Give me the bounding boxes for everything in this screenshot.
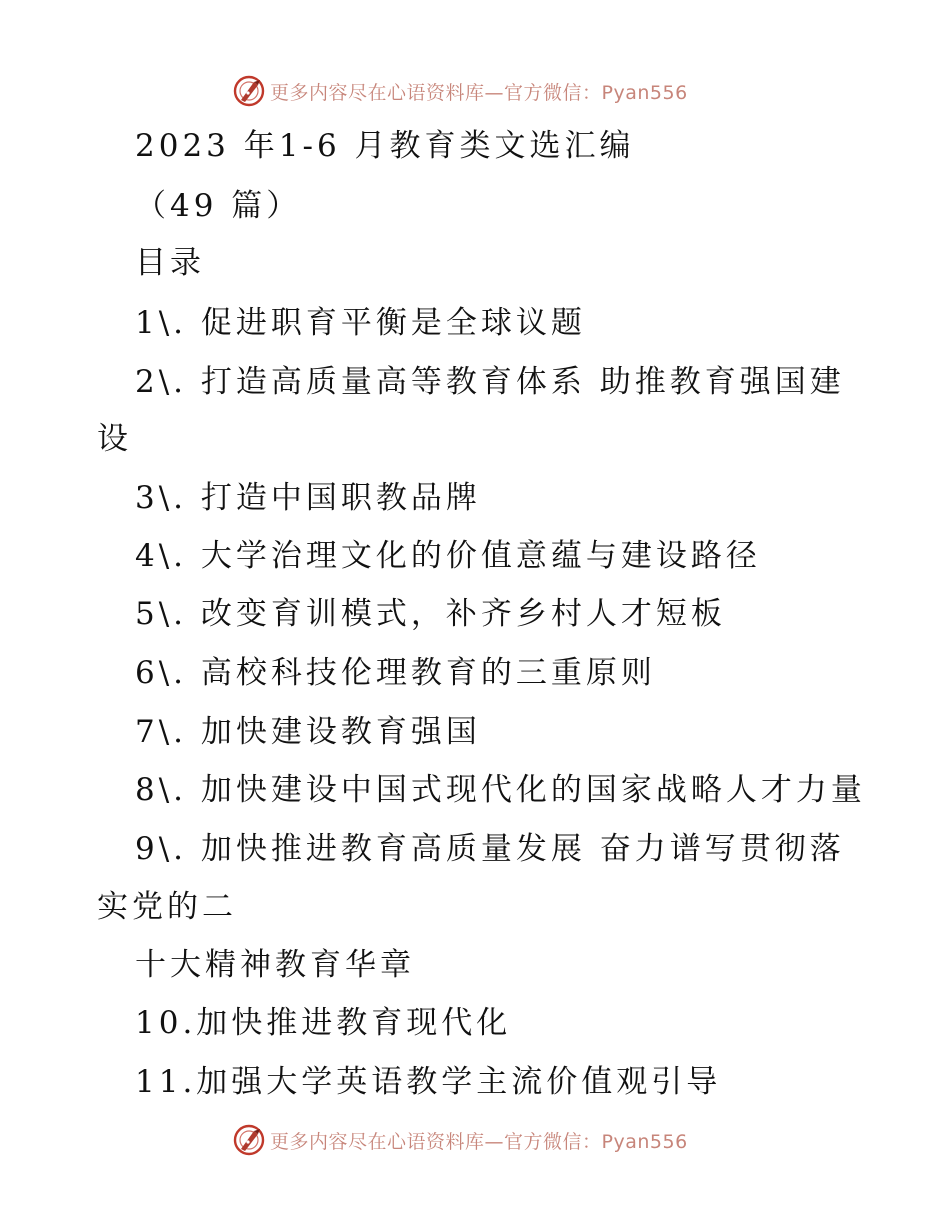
article-count: （49 篇） bbox=[135, 188, 302, 224]
watermark-text: 更多内容尽在心语资料库—官方微信：Pyan556 bbox=[270, 81, 688, 104]
toc-entry: 4\. 大学治理文化的价值意蕴与建设路径 bbox=[135, 538, 761, 574]
toc-entry: 10.加快推进教育现代化 bbox=[135, 1005, 512, 1041]
toc-entry: 7\. 加快建设教育强国 bbox=[135, 714, 481, 750]
document-title: 2023 年1-6 月教育类文选汇编 bbox=[135, 128, 635, 164]
watermark-text: 更多内容尽在心语资料库—官方微信：Pyan556 bbox=[270, 1130, 688, 1153]
footer-watermark bbox=[232, 1122, 688, 1158]
toc-entry: 11.加强大学英语教学主流价值观引导 bbox=[135, 1064, 722, 1100]
toc-entry-continuation: 十大精神教育华章 bbox=[135, 947, 415, 983]
header-watermark bbox=[232, 73, 688, 109]
toc-entry-continuation: 实党的二 bbox=[97, 889, 237, 925]
toc-entry: 1\. 促进职育平衡是全球议题 bbox=[135, 305, 586, 341]
toc-entry: 6\. 高校科技伦理教育的三重原则 bbox=[135, 655, 656, 691]
toc-entry: 8\. 加快建设中国式现代化的国家战略人才力量 bbox=[135, 772, 866, 808]
toc-entry: 9\. 加快推进教育高质量发展 奋力谱写贯彻落 bbox=[135, 831, 845, 867]
toc-entry: 5\. 改变育训模式，补齐乡村人才短板 bbox=[135, 596, 726, 632]
toc-entry: 3\. 打造中国职教品牌 bbox=[135, 480, 481, 516]
toc-entry-continuation: 设 bbox=[97, 421, 132, 457]
pen-nib-circle-icon bbox=[232, 1123, 266, 1157]
pen-nib-circle-icon bbox=[232, 74, 266, 108]
toc-entry: 2\. 打造高质量高等教育体系 助推教育强国建 bbox=[135, 364, 845, 400]
toc-heading: 目录 bbox=[135, 245, 205, 281]
